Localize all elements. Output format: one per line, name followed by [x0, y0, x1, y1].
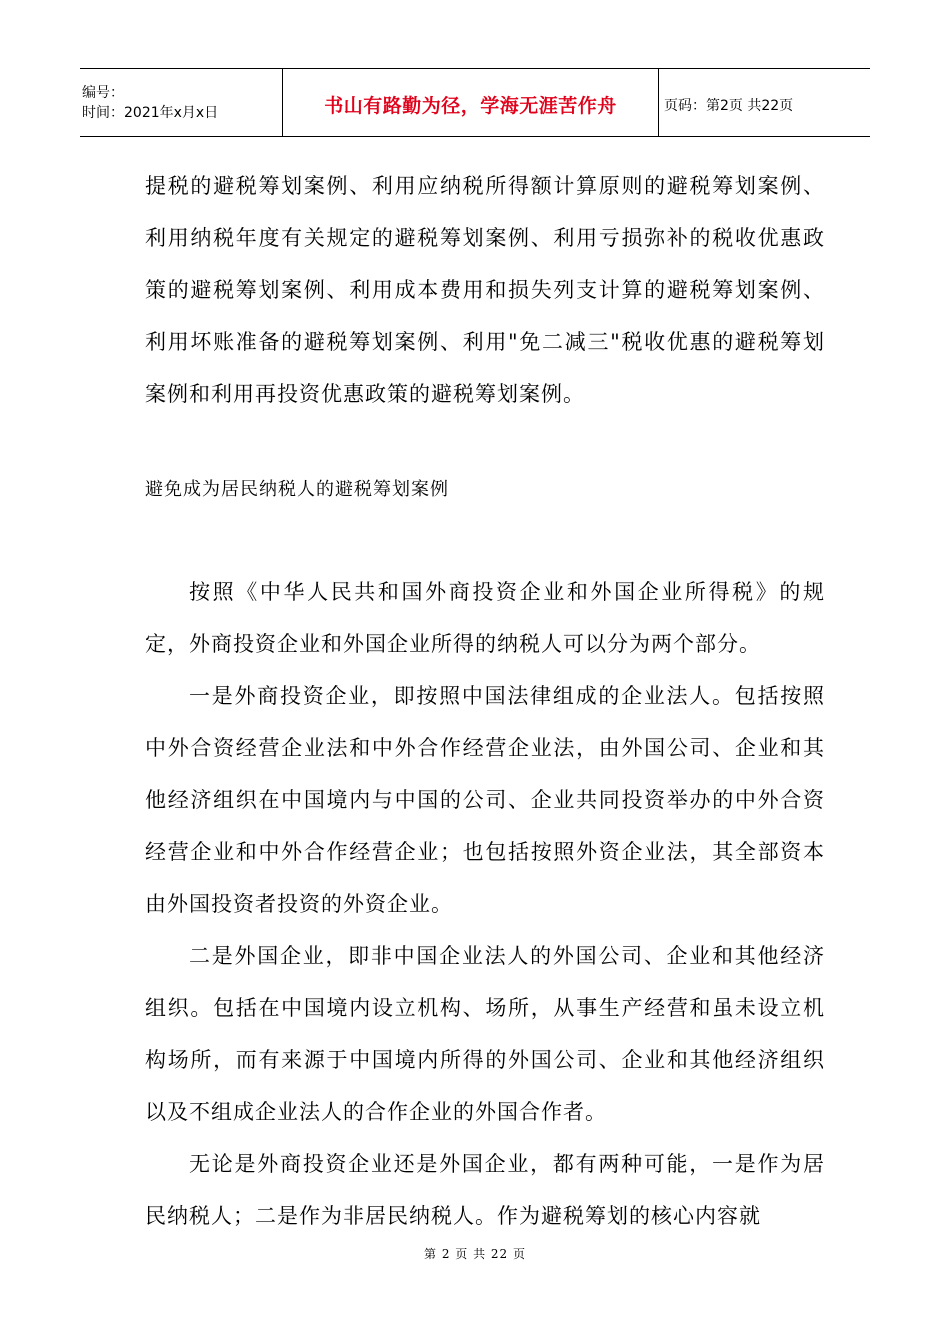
- page-header: [80, 68, 870, 137]
- header-page-cell: [659, 69, 870, 136]
- time-label: 时间：2021年x月x日: [82, 104, 219, 121]
- intro-paragraph: 提税的避税筹划案例、利用应纳税所得额计算原则的避税筹划案例、利用纳税年度有关规定的避税筹划案例、利用亏损弥补的税收优惠政策的避税筹划案例、利用成本费用和损失列支计算的避税筹划案例、利用坏账准备的避税筹划案例、利用"免二减三"税收优惠的避税筹划案例和利用再投资优惠政策的避税筹划案例。: [145, 174, 825, 406]
- section-heading: 避免成为居民纳税人的避税筹划案例: [145, 479, 449, 500]
- page-footer: 第 2 页 共 22 页: [424, 1247, 526, 1261]
- body-paragraph: 按照《中华人民共和国外商投资企业和外国企业所得税》的规定，外商投资企业和外国企业所得的纳税人可以分为两个部分。: [145, 580, 825, 656]
- document-body: [145, 160, 825, 1242]
- header-page-info: 页码：第2页 共22页: [664, 97, 794, 114]
- header-meta-cell: [80, 69, 283, 136]
- header-motto-cell: [283, 69, 659, 136]
- header-motto: 书山有路勤为径，学海无涯苦作舟: [324, 95, 617, 117]
- body-paragraph: 二是外国企业，即非中国企业法人的外国公司、企业和其他经济组织。包括在中国境内设立机构、场所，从事生产经营和虽未设立机构场所，而有来源于中国境内所得的外国公司、企业和其他经济组织以及不组成企业法人的合作企业的外国合作者。: [145, 944, 825, 1124]
- body-paragraph: 一是外商投资企业，即按照中国法律组成的企业法人。包括按照中外合资经营企业法和中外合作经营企业法，由外国公司、企业和其他经济组织在中国境内与中国的公司、企业共同投资举办的中外合资经营企业和中外合作经营企业；也包括按照外资企业法，其全部资本由外国投资者投资的外资企业。: [145, 684, 825, 916]
- body-paragraph: 无论是外商投资企业还是外国企业，都有两种可能，一是作为居民纳税人；二是作为非居民纳税人。作为避税筹划的核心内容就: [145, 1152, 825, 1228]
- serial-number-label: 编号：: [82, 84, 124, 101]
